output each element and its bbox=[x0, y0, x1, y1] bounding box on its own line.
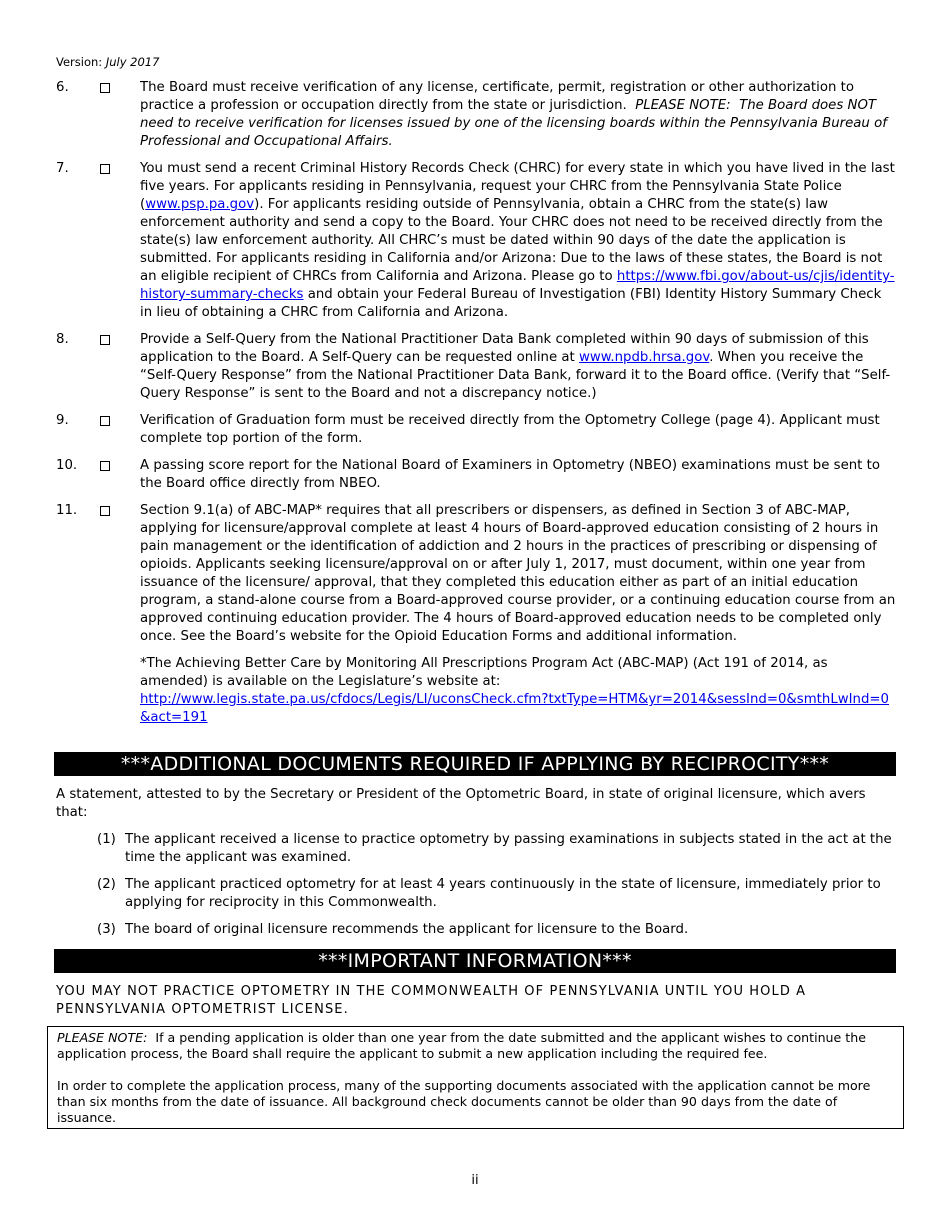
please-note-box bbox=[47, 1026, 904, 1129]
item-text-part: and obtain your Federal Bureau of Investigation (FBI) Identity History Summary Check in lieu of obtaining a CHRC from California and Arizona. bbox=[140, 287, 882, 320]
list-number: (2) bbox=[97, 877, 116, 892]
reciprocity-list bbox=[97, 831, 897, 948]
checkbox[interactable] bbox=[100, 164, 110, 174]
requirements-list bbox=[56, 79, 896, 736]
checkbox[interactable] bbox=[100, 506, 110, 516]
notice-text: If a pending application is older than one year from the date submitted and the applicant wishes to continue the application process, the Board shall require the applicant to submit a new application including the required fee. bbox=[57, 1030, 866, 1061]
list-item bbox=[56, 79, 896, 151]
please-note-label: PLEASE NOTE: bbox=[635, 98, 731, 113]
legislature-link[interactable]: http://www.legis.state.pa.us/cfdocs/Legis/LI/uconsCheck.cfm?txtType=HTM&yr=2014&sessInd=0&smthLwInd=0&act=191 bbox=[140, 692, 889, 725]
version-value: July 2017 bbox=[105, 55, 160, 69]
version-line bbox=[56, 54, 159, 70]
npdb-link[interactable]: www.npdb.hrsa.gov bbox=[578, 350, 710, 365]
reciprocity-heading: ***ADDITIONAL DOCUMENTS REQUIRED IF APPLYING BY RECIPROCITY*** bbox=[54, 752, 896, 776]
important-text: YOU MAY NOT PRACTICE OPTOMETRY IN THE COMMONWEALTH OF PENNSYLVANIA UNTIL YOU HOLD A PENNSYLVANIA OPTOMETRIST LICENSE. bbox=[56, 984, 807, 1017]
item-text: A passing score report for the National Board of Examiners in Optometry (NBEO) examinations must be sent to the Board office directly from NBEO. bbox=[140, 458, 880, 491]
notice-paragraph: In order to complete the application process, many of the supporting documents associated with the application cannot be more than six months from the date of issuance. All background check documents cannot be older than 90 days from the date of issuance. bbox=[57, 1078, 871, 1125]
checkbox[interactable] bbox=[100, 335, 110, 345]
list-item bbox=[97, 876, 897, 912]
list-number: (3) bbox=[97, 922, 116, 937]
list-item bbox=[56, 160, 896, 322]
list-item bbox=[56, 457, 896, 493]
list-text: The board of original licensure recommends the applicant for licensure to the Board. bbox=[125, 922, 689, 937]
item-text-main: The Board must receive verification of any license, certificate, permit, registration or other authorization to practice a profession or occupation directly from the state or jurisdiction. bbox=[140, 80, 854, 113]
item-text-part: . When you receive the “Self-Query Response” from the National Practitioner Data Bank, forward it to the Board office. (Verify that “Self-Query Response” is sent to the Board and not a discrepancy notice.) bbox=[140, 350, 891, 401]
abc-map-footnote bbox=[140, 655, 896, 727]
item-number: 6. bbox=[56, 80, 69, 95]
list-item bbox=[56, 412, 896, 448]
item-number: 7. bbox=[56, 161, 69, 176]
list-number: (1) bbox=[97, 832, 116, 847]
list-item bbox=[56, 331, 896, 403]
list-item bbox=[97, 831, 897, 867]
list-text: The applicant practiced optometry for at least 4 years continuously in the state of licensure, immediately prior to applying for reciprocity in this Commonwealth. bbox=[125, 877, 881, 910]
checkbox[interactable] bbox=[100, 461, 110, 471]
item-text bbox=[140, 160, 896, 322]
item-number: 10. bbox=[56, 458, 78, 473]
checkbox[interactable] bbox=[100, 83, 110, 93]
list-item bbox=[56, 502, 896, 727]
page-number: ii bbox=[471, 1173, 479, 1188]
item-number: 9. bbox=[56, 413, 69, 428]
item-number: 11. bbox=[56, 503, 78, 518]
item-text-part: ). For applicants residing outside of Pennsylvania, obtain a CHRC from the state(s) law enforcement authority and send a copy to the Board. Your CHRC does not need to be received directly from the state(s) law enforcement authority. All CHRC’s must be dated within 90 days of the date the application is submitted. For applicants residing in California and/or Arizona: Due to the laws of these states, the Board is not an eligible recipient of CHRCs from California and Arizona. Please go to bbox=[140, 197, 883, 284]
item-text bbox=[140, 331, 896, 403]
please-note-label: PLEASE NOTE: bbox=[57, 1030, 148, 1045]
please-note-text: The Board does NOT need to receive verification for licenses issued by one of the licensing boards within the Pennsylvania Bureau of Professional and Occupational Affairs. bbox=[140, 98, 887, 149]
item-text: Section 9.1(a) of ABC-MAP* requires that all prescribers or dispensers, as defined in Section 3 of ABC-MAP, applying for licensure/approval complete at least 4 hours of Board-approved education consisting of 2 hours in pain management or the identification of addiction and 2 hours in the practices of prescribing or dispensing of opioids. Applicants seeking licensure/approval on or after July 1, 2017, must document, within one year from issuance of the licensure/ approval, that they completed this education either as part of an initial education program, a stand-alone course from a Board-approved course provider, or a continuing education course from an approved continuing education provider. The 4 hours of Board-approved education needs to be completed only once. See the Board’s website for the Opioid Education Forms and additional information. bbox=[140, 503, 896, 644]
notice-paragraph bbox=[57, 1030, 894, 1062]
psp-link[interactable]: www.psp.pa.gov bbox=[145, 197, 255, 212]
item-text-part: Provide a Self-Query from the National Practitioner Data Bank completed within 90 days of submission of this application to the Board. A Self-Query can be requested online at bbox=[140, 332, 869, 365]
footnote-text: *The Achieving Better Care by Monitoring All Prescriptions Program Act (ABC-MAP) (Act 191 of 2014, as amended) is available on the Legislature’s website at: bbox=[140, 656, 828, 689]
reciprocity-intro: A statement, attested to by the Secretary or President of the Optometric Board, in state of original licensure, which avers that: bbox=[56, 787, 866, 820]
item-number: 8. bbox=[56, 332, 69, 347]
item-text bbox=[140, 79, 896, 151]
fbi-link[interactable]: https://www.fbi.gov/about-us/cjis/identity-history-summary-checks bbox=[140, 269, 895, 302]
version-label: Version: bbox=[56, 55, 103, 69]
item-text-part: You must send a recent Criminal History Records Check (CHRC) for every state in which you have lived in the last five years. For applicants residing in Pennsylvania, request your CHRC from the Pennsylvania State Police ( bbox=[140, 161, 895, 212]
list-text: The applicant received a license to practice optometry by passing examinations in subjects stated in the act at the time the applicant was examined. bbox=[125, 832, 892, 865]
item-text: Verification of Graduation form must be received directly from the Optometry College (page 4). Applicant must complete top portion of the form. bbox=[140, 413, 880, 446]
list-item bbox=[97, 921, 897, 939]
checkbox[interactable] bbox=[100, 416, 110, 426]
important-heading: ***IMPORTANT INFORMATION*** bbox=[54, 949, 896, 973]
